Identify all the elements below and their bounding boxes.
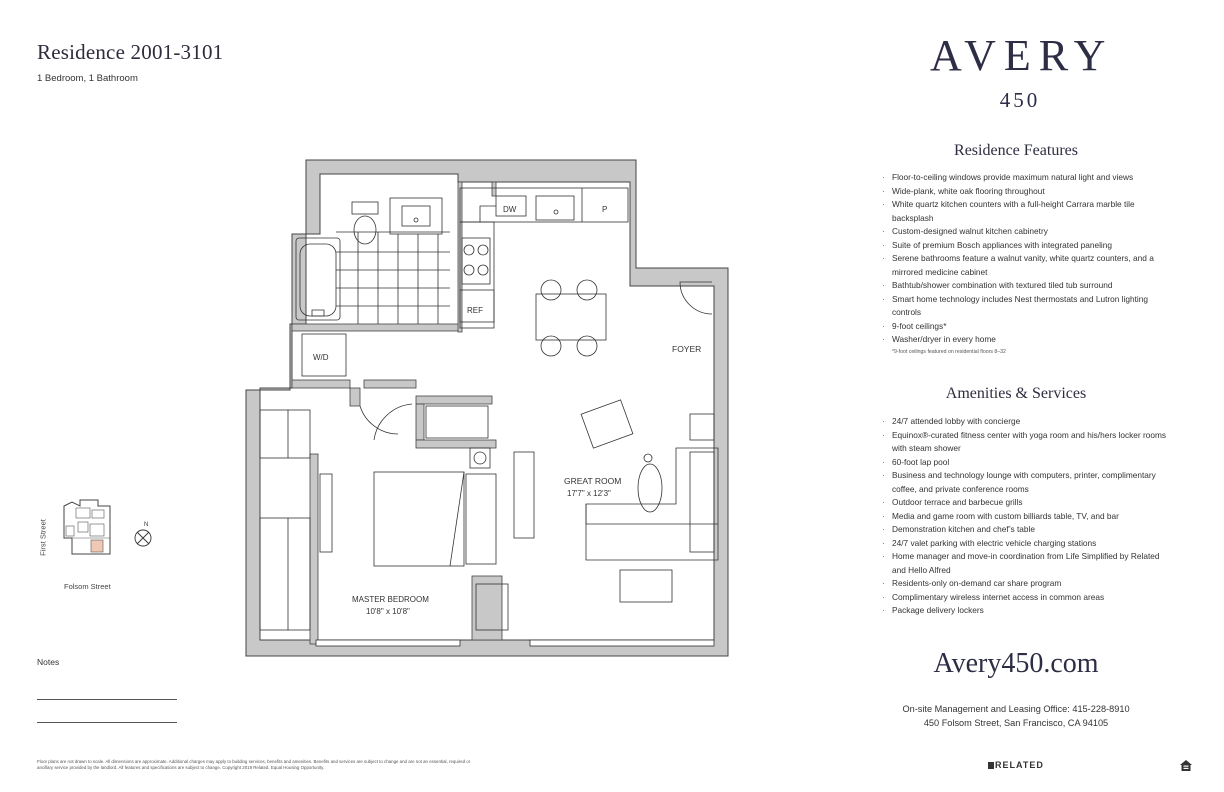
wd-label: W/D: [313, 353, 329, 362]
avery-logo-number: 450: [999, 88, 1041, 112]
amenity-item: · Package delivery lockers: [880, 604, 1170, 618]
related-logo-text: RELATED: [995, 760, 1044, 770]
great-room-label: GREAT ROOM: [564, 476, 622, 486]
ref-label: REF: [467, 306, 483, 315]
master-bedroom-dims: 10'8" x 10'8": [366, 607, 410, 616]
feature-item: · Washer/dryer in every home: [880, 333, 1170, 347]
equal-housing-icon: [1180, 760, 1192, 771]
amenity-item: · Outdoor terrace and barbecue grills: [880, 496, 1170, 510]
features-list: [880, 171, 1170, 347]
amenity-item: · 24/7 attended lobby with concierge: [880, 415, 1170, 429]
related-square-icon: [988, 762, 994, 769]
amenity-item: · 60-foot lap pool: [880, 456, 1170, 470]
feature-item: · Bathtub/shower combination with textured tiled tub surround: [880, 279, 1170, 293]
amenity-item: · Demonstration kitchen and chef’s table: [880, 523, 1170, 537]
folsom-street-label: Folsom Street: [64, 582, 111, 591]
feature-item: · 9-foot ceilings*: [880, 320, 1170, 334]
foyer-label: FOYER: [672, 344, 702, 354]
first-street-label: First Street: [38, 519, 48, 556]
disclaimer-text: Floor plans are not drawn to scale. All dimensions are approximate. Additional charges may apply to building services, benefits and amenities. Benefits and services are subject to change and are not an essential, required or ancillary service provided by the landlord. All features and specifications are subject to change. Copyright 2019 Related. Equal Housing Opportunity.: [37, 759, 471, 770]
avery-logo-word: AVERY: [930, 31, 1114, 80]
feature-item: · Serene bathrooms feature a walnut vanity, white quartz counters, and a mirrored medicine cabinet: [880, 252, 1170, 279]
features-title: Residence Features: [954, 142, 1078, 159]
office-phone-line: On-site Management and Leasing Office: 415-228-8910: [902, 704, 1130, 714]
unit-highlight: [91, 540, 103, 552]
leasing-office-info: [866, 702, 1166, 730]
great-room-dims: 17'7" x 12'3": [567, 489, 611, 498]
feature-item: · Smart home technology includes Nest thermostats and Lutron lighting controls: [880, 293, 1170, 320]
website-link[interactable]: Avery450.com: [933, 648, 1099, 679]
notes-line[interactable]: [37, 722, 177, 723]
north-label: N: [144, 522, 149, 528]
features-footnote: *9-foot ceilings featured on residential floors 8–32: [892, 349, 1006, 355]
master-bedroom-label: MASTER BEDROOM: [352, 595, 429, 604]
dw-label: DW: [503, 205, 517, 214]
feature-item: · Custom-designed walnut kitchen cabinetry: [880, 225, 1170, 239]
notes-line[interactable]: [37, 699, 177, 700]
pantry-label: P: [602, 205, 608, 214]
feature-item: · Wide-plank, white oak flooring throughout: [880, 185, 1170, 199]
amenity-item: · Equinox®-curated fitness center with yoga room and his/hers locker rooms with steam shower: [880, 429, 1170, 456]
amenity-item: · Media and game room with custom billiards table, TV, and bar: [880, 510, 1170, 524]
feature-item: · Floor-to-ceiling windows provide maximum natural light and views: [880, 171, 1170, 185]
office-address-line: 450 Folsom Street, San Francisco, CA 94105: [923, 718, 1109, 728]
amenity-item: · Business and technology lounge with computers, printer, complimentary coffee, and private conference rooms: [880, 469, 1170, 496]
notes-label: Notes: [37, 657, 60, 667]
amenities-title: Amenities & Services: [945, 385, 1087, 402]
amenity-item: · 24/7 valet parking with electric vehicle charging stations: [880, 537, 1170, 551]
residence-subtitle: 1 Bedroom, 1 Bathroom: [37, 73, 138, 84]
feature-item: · White quartz kitchen counters with a full-height Carrara marble tile backsplash: [880, 198, 1170, 225]
north-arrow-icon: [135, 522, 151, 546]
amenity-item: · Complimentary wireless internet access in common areas: [880, 591, 1170, 605]
residence-title: Residence 2001-3101: [37, 40, 224, 64]
amenity-item: · Residents-only on-demand car share program: [880, 577, 1170, 591]
floor-plan: [240, 158, 740, 658]
bed: [320, 448, 496, 566]
feature-item: · Suite of premium Bosch appliances with integrated paneling: [880, 239, 1170, 253]
amenity-item: · Home manager and move-in coordination from Life Simplified by Related and Hello Alfred: [880, 550, 1170, 577]
related-logo: [988, 760, 1044, 770]
dining-table: [536, 280, 606, 356]
key-plan: [58, 498, 158, 562]
amenities-list: [880, 415, 1170, 618]
